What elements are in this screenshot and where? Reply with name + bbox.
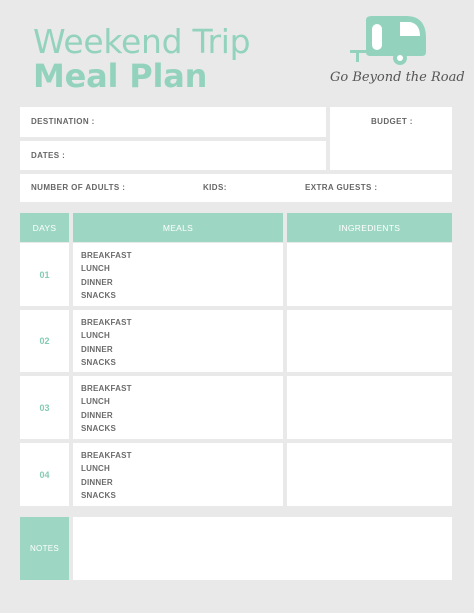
meal-breakfast: BREAKFAST — [81, 451, 132, 460]
meal-snacks: SNACKS — [81, 424, 116, 434]
meals-cell[interactable] — [73, 376, 283, 439]
day-cell: 01 — [20, 243, 69, 306]
notes-label: NOTES — [20, 517, 69, 580]
ingredients-cell[interactable] — [287, 310, 452, 372]
meal-dinner: DINNER — [81, 477, 113, 487]
meal-snacks: SNACKS — [81, 491, 116, 501]
header-days: DAYS — [20, 213, 69, 242]
destination-field[interactable] — [20, 107, 326, 137]
dates-label: DATES : — [31, 151, 66, 160]
title-line-2: Meal Plan — [33, 57, 208, 95]
kids-label: KIDS: — [203, 183, 227, 192]
header-meals: MEALS — [73, 213, 283, 242]
ingredients-cell[interactable] — [287, 243, 452, 306]
day-cell: 03 — [20, 376, 69, 439]
title-line-1: Weekend Trip — [33, 22, 251, 61]
meals-cell[interactable] — [73, 443, 283, 506]
day-cell: 02 — [20, 310, 69, 372]
day-cell: 04 — [20, 443, 69, 506]
meal-snacks: SNACKS — [81, 358, 116, 368]
meal-breakfast: BREAKFAST — [81, 384, 132, 393]
meals-cell[interactable] — [73, 243, 283, 306]
meals-cell[interactable] — [73, 310, 283, 372]
meal-dinner: DINNER — [81, 344, 113, 354]
meal-dinner: DINNER — [81, 410, 113, 420]
budget-field[interactable] — [330, 107, 452, 170]
meal-dinner: DINNER — [81, 277, 113, 287]
ingredients-cell[interactable] — [287, 443, 452, 506]
adults-label: NUMBER OF ADULTS : — [31, 183, 126, 192]
camper-trailer-icon — [348, 12, 432, 68]
extra-guests-label: EXTRA GUESTS : — [305, 183, 378, 192]
notes-field[interactable] — [73, 517, 452, 580]
brand-tagline: Go Beyond the Road — [330, 70, 465, 85]
dates-field[interactable] — [20, 141, 326, 170]
budget-label: BUDGET : — [371, 117, 413, 126]
header-ingredients: INGREDIENTS — [287, 213, 452, 242]
ingredients-cell[interactable] — [287, 376, 452, 439]
guests-field[interactable] — [20, 174, 452, 202]
meal-snacks: SNACKS — [81, 291, 116, 301]
meal-lunch: LUNCH — [81, 464, 110, 474]
meal-lunch: LUNCH — [81, 397, 110, 407]
destination-label: DESTINATION : — [31, 117, 95, 126]
meal-breakfast: BREAKFAST — [81, 251, 132, 260]
meal-lunch: LUNCH — [81, 331, 110, 341]
meal-lunch: LUNCH — [81, 264, 110, 274]
meal-breakfast: BREAKFAST — [81, 318, 132, 327]
